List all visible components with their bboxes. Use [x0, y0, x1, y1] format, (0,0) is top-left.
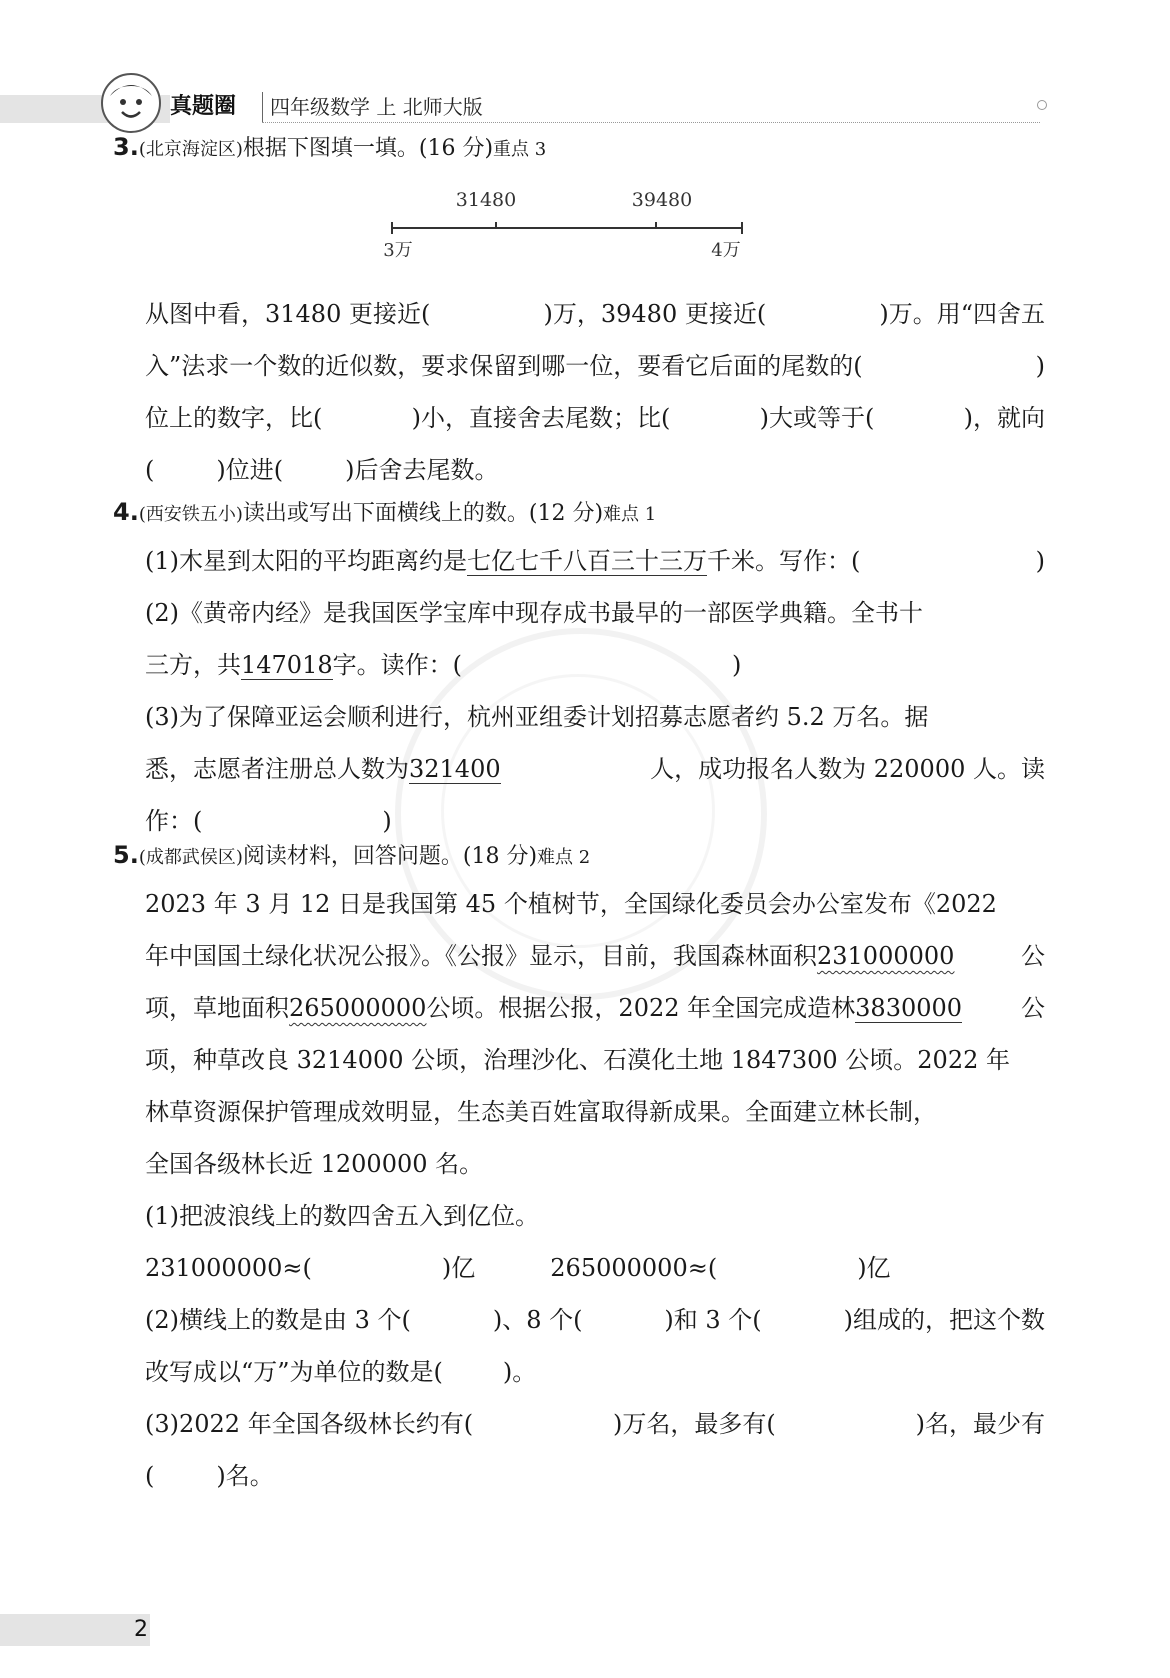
q3-title: 3.(北京海淀区)根据下图填一填。(16 分)重点 3 — [113, 133, 547, 161]
brand-title: 真题圈 — [170, 94, 237, 119]
q5-title: 5.(成都武侯区)阅读材料，回答问题。(18 分)难点 2 — [113, 841, 591, 869]
q5-material: 2023 年 3 月 12 日是我国第 45 个植树节，全国绿化委员会办公室发布《2022 年中国国土绿化状况公报》。《公报》显示，目前，我国森林面积231000000 公 项，草地面积265000000公顷。根据公报，2022 年全国完成造林3830000 公 项，种草改良 3214000 公顷，治理沙化、石漠化土地 1847300 公顷。2022 年 林草资源保护管理成效明显，生态美百姓富取得新成果。全面建立林长制， 全国各级林长近 1200000 名。 (1)把波浪线上的数四舍五入到亿位。 231000000≈( )亿 265000000≈( )亿 (2)横线上的数是由 3 个( )、8 个( )和 3 个( )组成的，把这个数 改写成以“万”为单位的数是( )。 (3)2022 年全国各级林长约有( )万名，最多有( )名，最少有 ( )名。 — [145, 890, 1045, 1490]
page-number: 2 — [134, 1617, 148, 1642]
header-line-end — [1037, 100, 1047, 110]
mascot-icon — [100, 72, 162, 134]
q3-text: 从图中看，31480 更接近( )万，39480 更接近( )万。用“四舍五 入”法求一个数的近似数，要求保留到哪一位，要看它后面的尾数的( ) 位上的数字，比( )小，直接舍去尾数；比( )大或等于( )，就向 ( )位进( )后舍去尾数。 — [145, 300, 1045, 484]
nl-label-right: 4万 — [711, 240, 741, 261]
nl-label-31480: 31480 — [455, 189, 517, 211]
book-title: 四年级数学 上 北师大版 — [270, 95, 483, 119]
number-line — [380, 180, 760, 270]
nl-label-39480: 39480 — [631, 189, 693, 211]
header-separator — [262, 92, 263, 122]
header-dotted-line — [262, 122, 1040, 123]
q4-text: (1)木星到太阳的平均距离约是七亿七千八百三十三万千米。写作：( ) (2)《黄帝内经》是我国医学宝库中现存成书最早的一部医学典籍。全书十 三方，共147018字。读作：( ) (3)为了保障亚运会顺利进行，杭州亚组委计划招募志愿者约 5.2 万名。据 悉，志愿者注册总人数为321400 人，成功报名人数为 220000 人。读 作：( ) — [145, 547, 1045, 835]
nl-label-left: 3万 — [383, 240, 413, 261]
q4-title: 4.(西安铁五小)读出或写出下面横线上的数。(12 分)难点 1 — [113, 498, 657, 526]
